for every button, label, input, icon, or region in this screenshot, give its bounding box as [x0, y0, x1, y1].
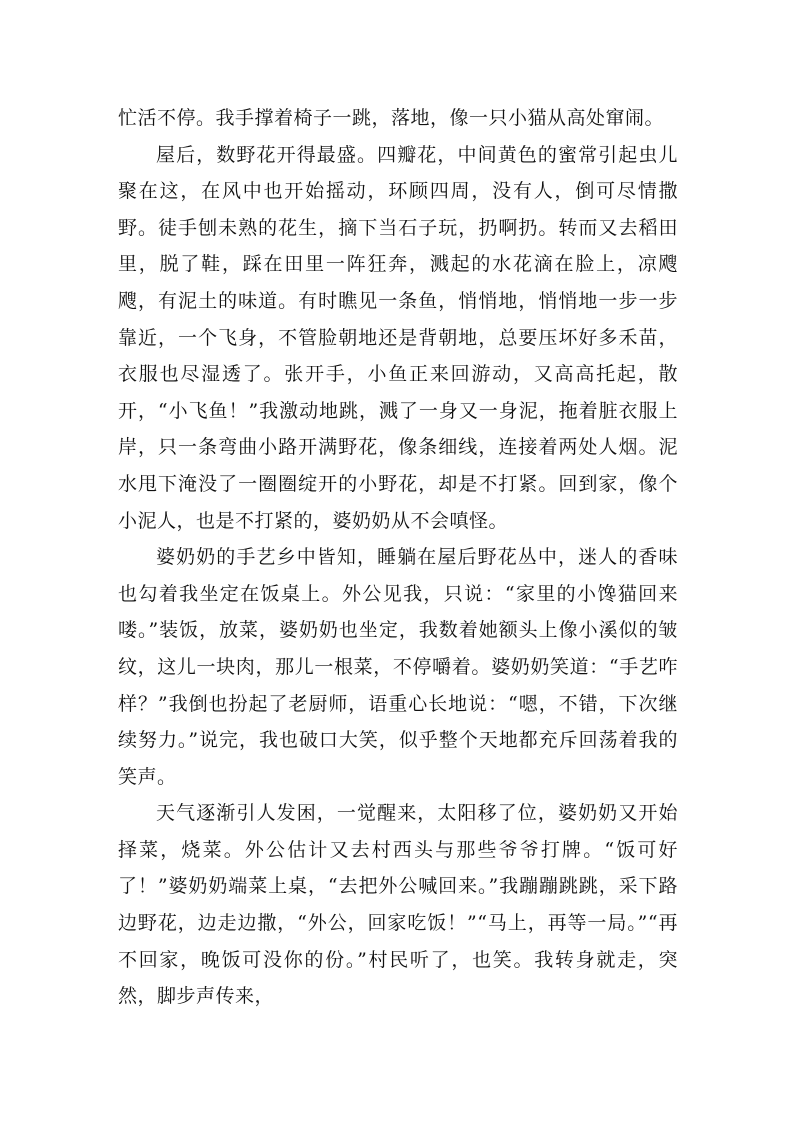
paragraph-4: 天气逐渐引人发困，一觉醒来，太阳移了位，婆奶奶又开始择菜，烧菜。外公估计又去村西头与那些爷爷打牌。“饭可好了！”婆奶奶端菜上桌，“去把外公喊回来。”我蹦蹦跳跳，采下路边野花，边走边撒，“外公，回家吃饭！”“马上，再等一局。”“再不回家，晚饭可没你的份。”村民听了，也笑。我转身就走，突然，脚步声传来， — [118, 802, 678, 1008]
paragraph-2: 屋后，数野花开得最盛。四瓣花，中间黄色的蜜常引起虫儿聚在这，在风中也开始摇动，环顾四周，没有人，倒可尽情撒野。徒手刨未熟的花生，摘下当石子玩，扔啊扔。转而又去稻田里，脱了鞋，踩在田里一阵狂奔，溅起的水花滴在脸上，凉飕飕，有泥土的味道。有时瞧见一条鱼，悄悄地，悄悄地一步一步靠近，一个飞身，不管脸朝地还是背朝地，总要压坏好多禾苗，衣服也尽湿透了。张开手，小鱼正来回游动，又高高托起，散开，“小飞鱼！”我激动地跳，溅了一身又一身泥，拖着脏衣服上岸，只一条弯曲小路开满野花，像条细线，连接着两处人烟。泥水甩下淹没了一圈圈绽开的小野花，却是不打紧。回到家，像个小泥人，也是不打紧的，婆奶奶从不会嗔怪。 — [118, 143, 678, 532]
paragraph-1: 忙活不停。我手撑着椅子一跳，落地，像一只小猫从高处窜闹。 — [118, 107, 665, 129]
paragraph-3: 婆奶奶的手艺乡中皆知，睡躺在屋后野花丛中，迷人的香味也勾着我坐定在饭桌上。外公见我，只说：“家里的小馋猫回来喽。”装饭，放菜，婆奶奶也坐定，我数着她额头上像小溪似的皱纹，这儿一块肉，那儿一根菜，不停嚼着。婆奶奶笑道：“手艺咋样？”我倒也扮起了老厨师，语重心长地说：“嗯，不错，下次继续努力。”说完，我也破口大笑，似乎整个天地都充斥回荡着我的笑声。 — [118, 546, 678, 788]
essay-body — [118, 100, 678, 1015]
